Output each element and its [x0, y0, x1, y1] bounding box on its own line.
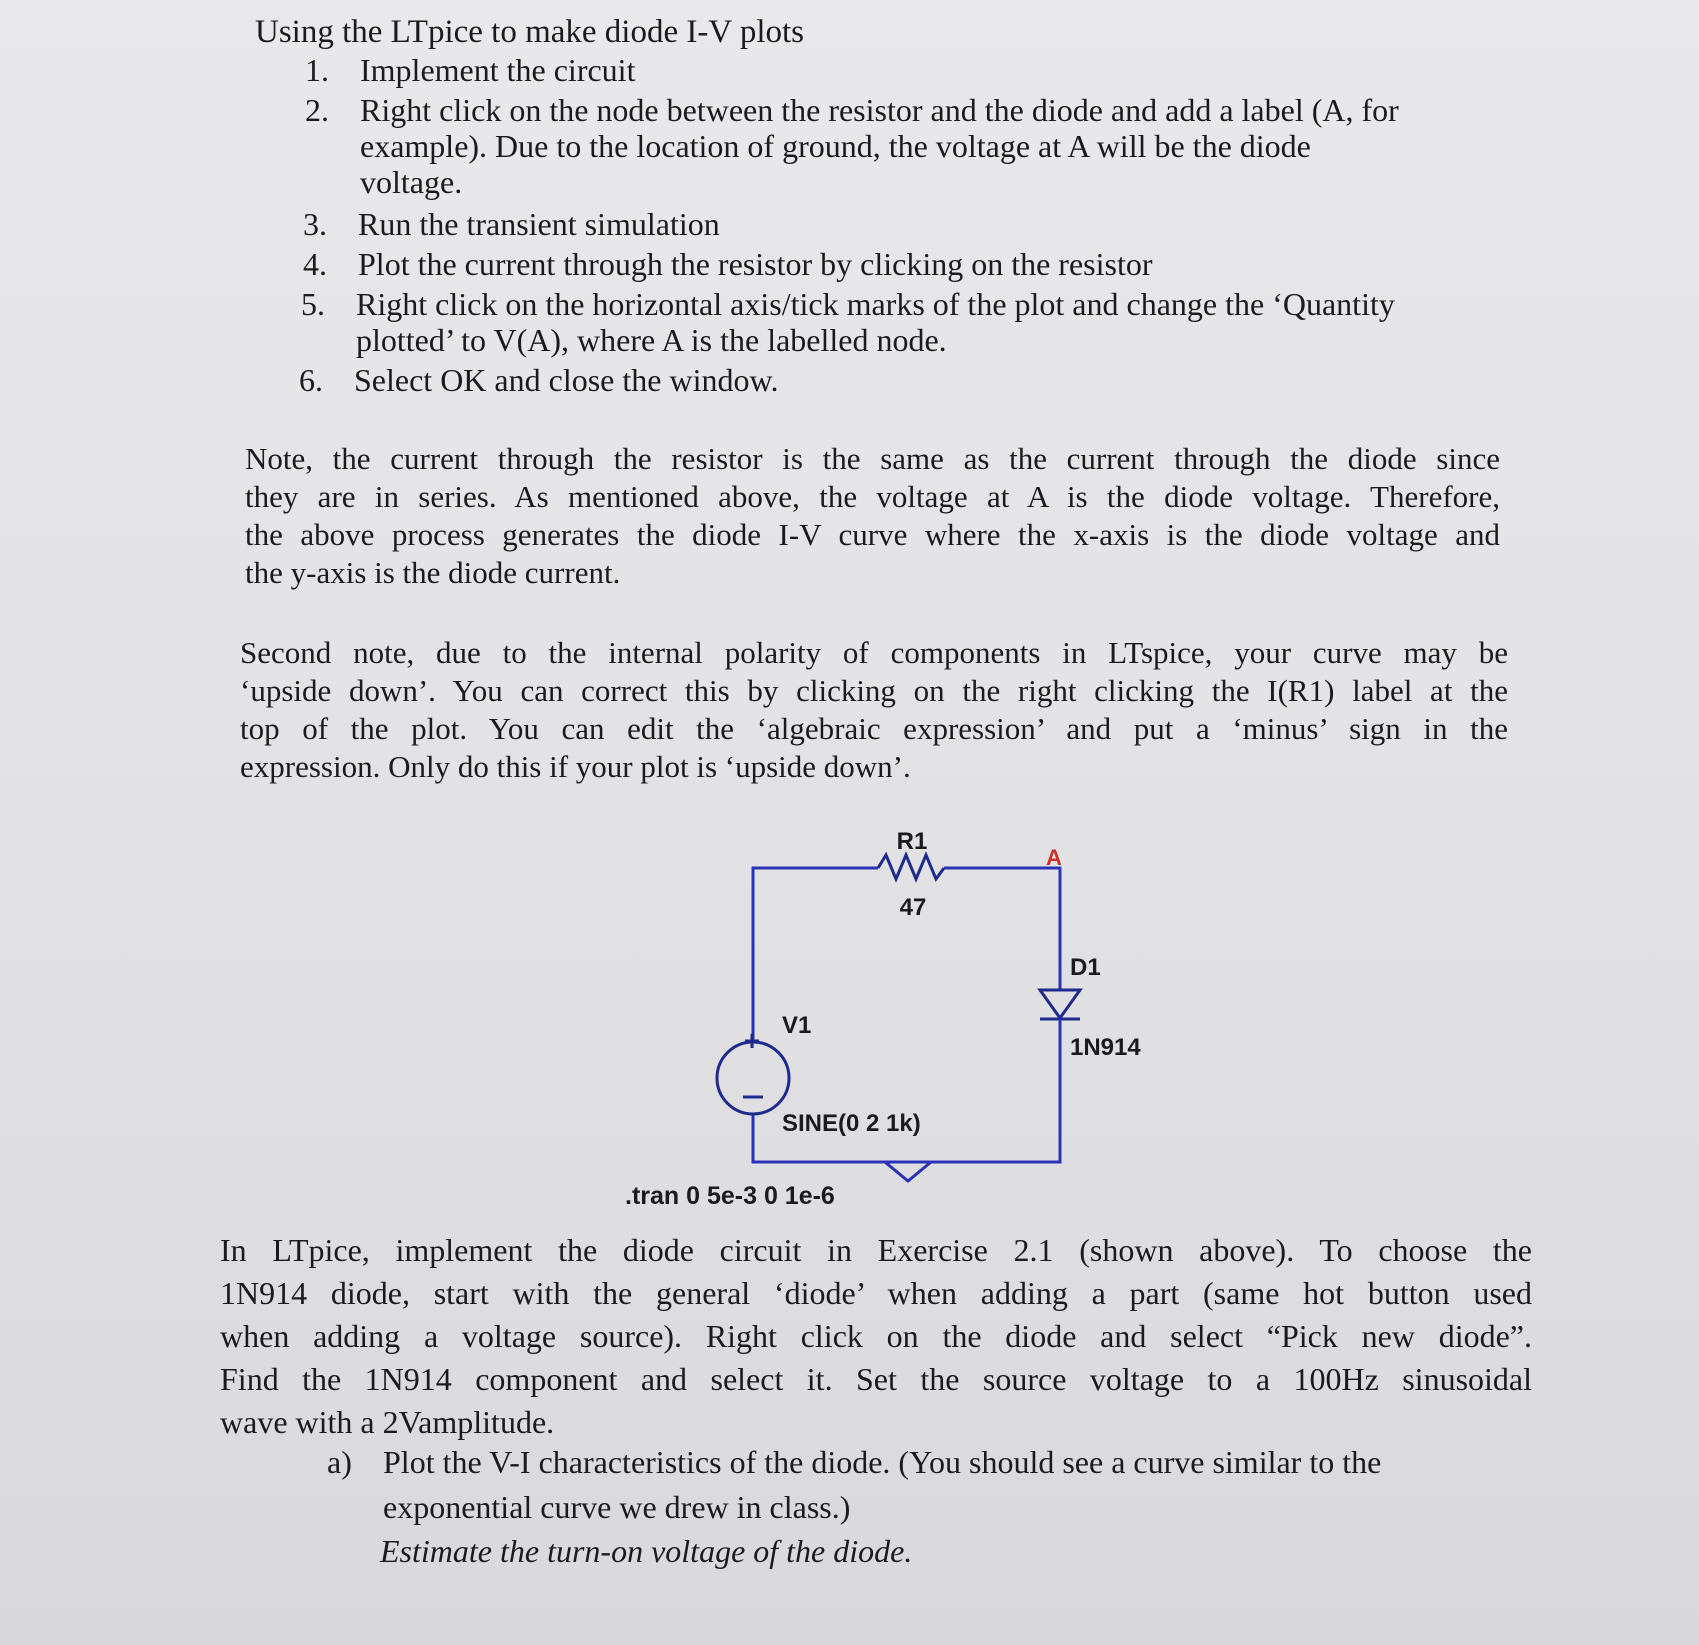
subquestion-label: a) [327, 1444, 352, 1480]
source-name: V1 [782, 1012, 812, 1039]
node-label: A [1046, 845, 1062, 870]
step-text: Implement the circuit [360, 52, 636, 88]
step-text: Right click on the node between the resistor and the diode and add a label (A, for [360, 92, 1399, 128]
instruction-line: In LTpice, implement the diode circuit in Exercise 2.1 (shown above). To choose the [220, 1232, 1532, 1268]
note-line: expression. Only do this if your plot is ‘upside down’. [240, 749, 911, 784]
note-line: Second note, due to the internal polarity of components in LTspice, your curve may be [240, 635, 1508, 670]
diode-symbol [1040, 990, 1080, 1018]
plus-sign: + [743, 1025, 761, 1056]
wire-top-right [944, 868, 1060, 990]
step-text: Plot the current through the resistor by clicking on the resistor [358, 246, 1153, 282]
instructions-paragraph [220, 1229, 1532, 1444]
spice-directive: .tran 0 5e-3 0 1e-6 [625, 1182, 835, 1210]
wire-top-left [753, 868, 878, 870]
step-text: plotted’ to V(A), where A is the labelled node. [356, 322, 947, 358]
step-number: 2. [305, 92, 329, 128]
note-line: Note, the current through the resistor is the same as the current through the diode since [245, 441, 1500, 476]
note-line: top of the plot. You can edit the ‘algebraic expression’ and put a ‘minus’ sign in the [240, 711, 1508, 746]
step-text: Select OK and close the window. [354, 362, 779, 398]
instruction-line: Find the 1N914 component and select it. Set the source voltage to a 100Hz sinusoidal [220, 1361, 1532, 1397]
diode-model: 1N914 [1070, 1034, 1141, 1061]
step-number: 4. [303, 246, 327, 282]
wire-bottom [753, 1019, 1060, 1162]
diode-name: D1 [1070, 954, 1101, 981]
note-line: they are in series. As mentioned above, the voltage at A is the diode voltage. Therefore, [245, 479, 1500, 514]
circuit-schematic [700, 815, 1180, 1215]
resistor-value: 47 [899, 894, 927, 921]
source-value: SINE(0 2 1k) [782, 1110, 921, 1137]
resistor-name: R1 [896, 828, 928, 855]
ground-symbol [885, 1162, 931, 1181]
step-text: Run the transient simulation [358, 206, 720, 242]
subquestion-text: Plot the V-I characteristics of the diode. (You should see a curve similar to the [383, 1444, 1382, 1480]
note-paragraph [245, 440, 1500, 592]
step-number: 3. [303, 206, 327, 242]
instruction-line: 1N914 diode, start with the general ‘diode’ when adding a part (same hot button used [220, 1275, 1532, 1311]
step-text: voltage. [360, 164, 463, 200]
note-line: the above process generates the diode I-V curve where the x-axis is the diode voltage and [245, 517, 1500, 552]
step-text: Right click on the horizontal axis/tick marks of the plot and change the ‘Quantity [356, 286, 1395, 322]
subquestion-text: exponential curve we drew in class.) [383, 1489, 851, 1525]
second-note-paragraph [240, 634, 1508, 786]
page-title: Using the LTpice to make diode I-V plots [255, 14, 804, 50]
step-number: 6. [299, 362, 323, 398]
instruction-line: wave with a 2Vamplitude. [220, 1404, 555, 1440]
note-line: ‘upside down’. You can correct this by clicking on the right clicking the I(R1) label at the [240, 673, 1508, 708]
step-number: 5. [301, 286, 325, 322]
instruction-line: when adding a voltage source). Right click on the diode and select “Pick new diode”. [220, 1318, 1532, 1354]
step-text: example). Due to the location of ground, the voltage at A will be the diode [360, 128, 1311, 164]
resistor-symbol [878, 855, 944, 879]
note-line: the y-axis is the diode current. [245, 555, 621, 590]
subquestion-task: Estimate the turn-on voltage of the diode. [380, 1533, 913, 1569]
step-number: 1. [305, 52, 329, 88]
